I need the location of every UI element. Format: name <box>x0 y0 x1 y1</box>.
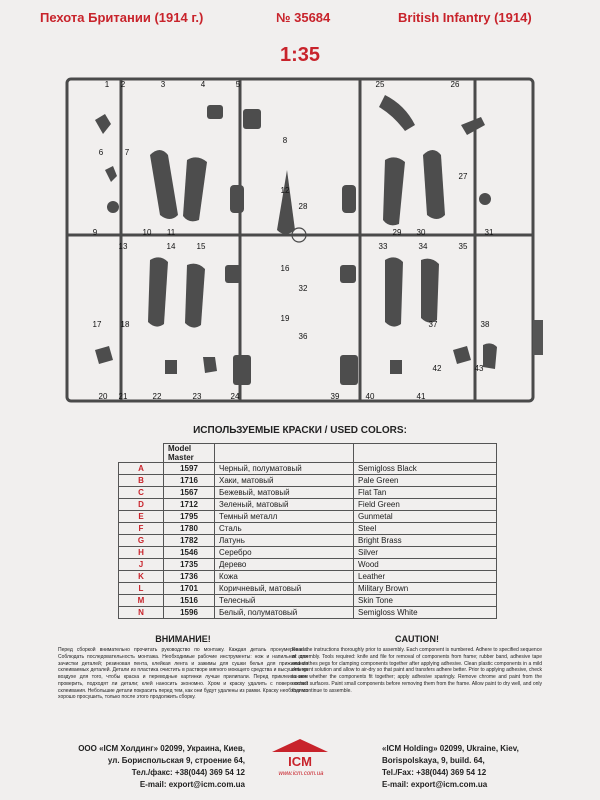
part-number-label: 14 <box>166 242 176 251</box>
part-number-label: 41 <box>416 392 426 401</box>
part-number-label: 1 <box>104 80 110 89</box>
color-row <box>119 595 497 607</box>
part-number-label: 13 <box>118 242 128 251</box>
color-letter: K <box>119 571 164 583</box>
color-code: 1780 <box>164 523 215 535</box>
part-number-label: 43 <box>474 364 484 373</box>
part-number-label: 32 <box>298 284 308 293</box>
color-letter: G <box>119 535 164 547</box>
logo-text: ICM <box>288 754 312 768</box>
color-code: 1736 <box>164 571 215 583</box>
part-number-label: 26 <box>450 80 460 89</box>
part-number-label: 37 <box>428 320 438 329</box>
part-number-label: 18 <box>120 320 130 329</box>
color-name-english: Semigloss Black <box>354 463 497 475</box>
color-row <box>119 547 497 559</box>
part-number-label: 6 <box>98 148 104 157</box>
color-letter: D <box>119 499 164 511</box>
color-row <box>119 535 497 547</box>
part-number-label: 21 <box>118 392 128 401</box>
color-code: 1597 <box>164 463 215 475</box>
part-number-label: 2 <box>120 80 126 89</box>
color-code: 1567 <box>164 487 215 499</box>
paint-colors-table <box>118 443 497 619</box>
part-number-label: 7 <box>124 148 130 157</box>
address-english <box>382 743 519 791</box>
part-number-label: 17 <box>92 320 102 329</box>
address-line: Тел./факс: +38(044) 369 54 12 <box>131 768 245 777</box>
empty-header-cell <box>354 444 497 463</box>
color-row <box>119 607 497 619</box>
empty-header-cell <box>215 444 354 463</box>
color-letter: F <box>119 523 164 535</box>
color-name-russian: Хаки, матовый <box>215 475 354 487</box>
color-row <box>119 511 497 523</box>
website-label: www.icm.com.ua <box>278 771 324 777</box>
color-name-russian: Дерево <box>215 559 354 571</box>
color-row <box>119 583 497 595</box>
color-row <box>119 487 497 499</box>
color-letter: M <box>119 595 164 607</box>
warning-english-text: Read the instructions thoroughly prior to assembly. Each component is numbered. Adhere to specified sequence of assembly. Tools required: knife and file for removal of components from frame; rubber band, adhesive tape and clothes pegs for clamping components together after applying adhesive. Clean plastic components in a mild detergent solution and allow to air-dry so that paint and transfers adhere better. Prior to applying adhesive, check to see whether the components fit together; apply adhesive sparingly. Remove chrome and paint from the contact surfaces. Paint small components before removing them from the frame. Allow paint to dry well, and only then continue to assemble. <box>292 647 542 694</box>
part-number-label: 25 <box>375 80 385 89</box>
color-letter: C <box>119 487 164 499</box>
color-name-russian: Латунь <box>215 535 354 547</box>
address-line: ООО «ICM Холдинг» 02099, Украина, Киев, <box>78 744 245 753</box>
model-master-header: Model Master <box>164 444 215 463</box>
color-name-english: Flat Tan <box>354 487 497 499</box>
warning-russian-title: ВНИМАНИЕ! <box>155 634 211 644</box>
part-number-label: 29 <box>392 228 402 237</box>
color-name-russian: Сталь <box>215 523 354 535</box>
color-name-english: Bright Brass <box>354 535 497 547</box>
color-code: 1735 <box>164 559 215 571</box>
colors-heading: ИСПОЛЬЗУЕМЫЕ КРАСКИ / USED COLORS: <box>193 425 407 436</box>
color-name-russian: Серебро <box>215 547 354 559</box>
part-number-label: 36 <box>298 332 308 341</box>
color-name-russian: Зеленый, матовый <box>215 499 354 511</box>
color-code: 1516 <box>164 595 215 607</box>
color-row <box>119 523 497 535</box>
color-row <box>119 499 497 511</box>
color-row <box>119 559 497 571</box>
address-line: Tel./Fax: +38(044) 369 54 12 <box>382 768 487 777</box>
color-letter: E <box>119 511 164 523</box>
icm-logo <box>264 738 336 768</box>
part-number-label: 28 <box>298 202 308 211</box>
warning-russian <box>58 634 308 701</box>
color-letter: N <box>119 607 164 619</box>
color-letter: A <box>119 463 164 475</box>
part-number-label: 30 <box>416 228 426 237</box>
color-name-english: Wood <box>354 559 497 571</box>
part-number-label: 3 <box>160 80 166 89</box>
part-number-label: 16 <box>280 264 290 273</box>
color-name-english: Gunmetal <box>354 511 497 523</box>
color-code: 1546 <box>164 547 215 559</box>
part-number-label: 12 <box>280 186 290 195</box>
color-code: 1716 <box>164 475 215 487</box>
color-name-russian: Кожа <box>215 571 354 583</box>
color-name-russian: Коричневый, матовый <box>215 583 354 595</box>
title-english: British Infantry (1914) <box>398 10 532 25</box>
sprue-diagram <box>55 75 545 415</box>
color-name-english: Military Brown <box>354 583 497 595</box>
part-number-label: 22 <box>152 392 162 401</box>
warning-russian-text: Перед сборкой внимательно прочитать руководство по монтажу. Каждая деталь пронумерована. Соблюдать последовательность монтажа. Необходимые рабочие инструменты: нож и напильник для зачистки деталей; резиновая пента, клейкая лента и зажимы для сушки белья для прижимания склеиваемых деталей. Детали из пластика очистить в растворе мягкого моющего средства и высушить на воздухе для того, чтобы краска и переводные картинки лучше прилипали. Перед приклеиванием проверить, подходят ли детали; клей наносить экономно. Хром и краску удалить с поверхностей склеивания. Небольшие детали покрасить перед тем, как они будут удалены из рамки. Краску необходимо хорошо просушить, только после этого продолжить сборку. <box>58 647 308 701</box>
part-number-label: 27 <box>458 172 468 181</box>
address-line: E-mail: export@icm.com.ua <box>139 780 245 789</box>
part-number-label: 34 <box>418 242 428 251</box>
color-row <box>119 475 497 487</box>
part-number-label: 35 <box>458 242 468 251</box>
color-code: 1712 <box>164 499 215 511</box>
color-row <box>119 463 497 475</box>
address-line: E-mail: export@icm.com.ua <box>382 780 488 789</box>
color-letter: B <box>119 475 164 487</box>
part-number-label: 39 <box>330 392 340 401</box>
color-code: 1782 <box>164 535 215 547</box>
color-code: 1795 <box>164 511 215 523</box>
color-row <box>119 571 497 583</box>
part-number-label: 23 <box>192 392 202 401</box>
scale-label: 1:35 <box>279 44 321 66</box>
part-number-label: 11 <box>166 228 176 237</box>
part-number-label: 10 <box>142 228 152 237</box>
part-number-label: 24 <box>230 392 240 401</box>
color-name-english: Field Green <box>354 499 497 511</box>
address-line: ул. Бориспольская 9, строение 64, <box>107 756 245 765</box>
color-code: 1701 <box>164 583 215 595</box>
warning-english <box>292 634 542 694</box>
warning-english-title: CAUTION! <box>395 634 439 644</box>
part-number-label: 9 <box>92 228 98 237</box>
part-number-label: 33 <box>378 242 388 251</box>
address-line: «ICM Holding» 02099, Ukraine, Kiev, <box>382 744 519 753</box>
color-name-russian: Телесный <box>215 595 354 607</box>
color-name-english: Leather <box>354 571 497 583</box>
color-name-russian: Темный металл <box>215 511 354 523</box>
address-line: Borispolskaya, 9, build. 64, <box>382 756 485 765</box>
part-number-label: 5 <box>235 80 241 89</box>
color-letter: H <box>119 547 164 559</box>
color-code: 1596 <box>164 607 215 619</box>
part-number-label: 31 <box>484 228 494 237</box>
part-number-label: 19 <box>280 314 290 323</box>
title-russian: Пехота Британии (1914 г.) <box>40 10 204 25</box>
part-number-label: 4 <box>200 80 206 89</box>
color-name-russian: Черный, полуматовый <box>215 463 354 475</box>
color-letter: L <box>119 583 164 595</box>
color-name-russian: Бежевый, матовый <box>215 487 354 499</box>
color-name-english: Silver <box>354 547 497 559</box>
part-number-label: 42 <box>432 364 442 373</box>
color-name-english: Semigloss White <box>354 607 497 619</box>
part-number-label: 15 <box>196 242 206 251</box>
table-header-row <box>119 444 497 463</box>
part-number-label: 38 <box>480 320 490 329</box>
color-name-russian: Белый, полуматовый <box>215 607 354 619</box>
color-name-english: Skin Tone <box>354 595 497 607</box>
product-number: № 35684 <box>276 10 331 25</box>
part-number-label: 20 <box>98 392 108 401</box>
part-number-label: 40 <box>365 392 375 401</box>
color-name-english: Steel <box>354 523 497 535</box>
part-number-label: 8 <box>282 136 288 145</box>
empty-header-cell <box>119 444 164 463</box>
color-name-english: Pale Green <box>354 475 497 487</box>
address-russian <box>40 743 245 791</box>
color-letter: J <box>119 559 164 571</box>
